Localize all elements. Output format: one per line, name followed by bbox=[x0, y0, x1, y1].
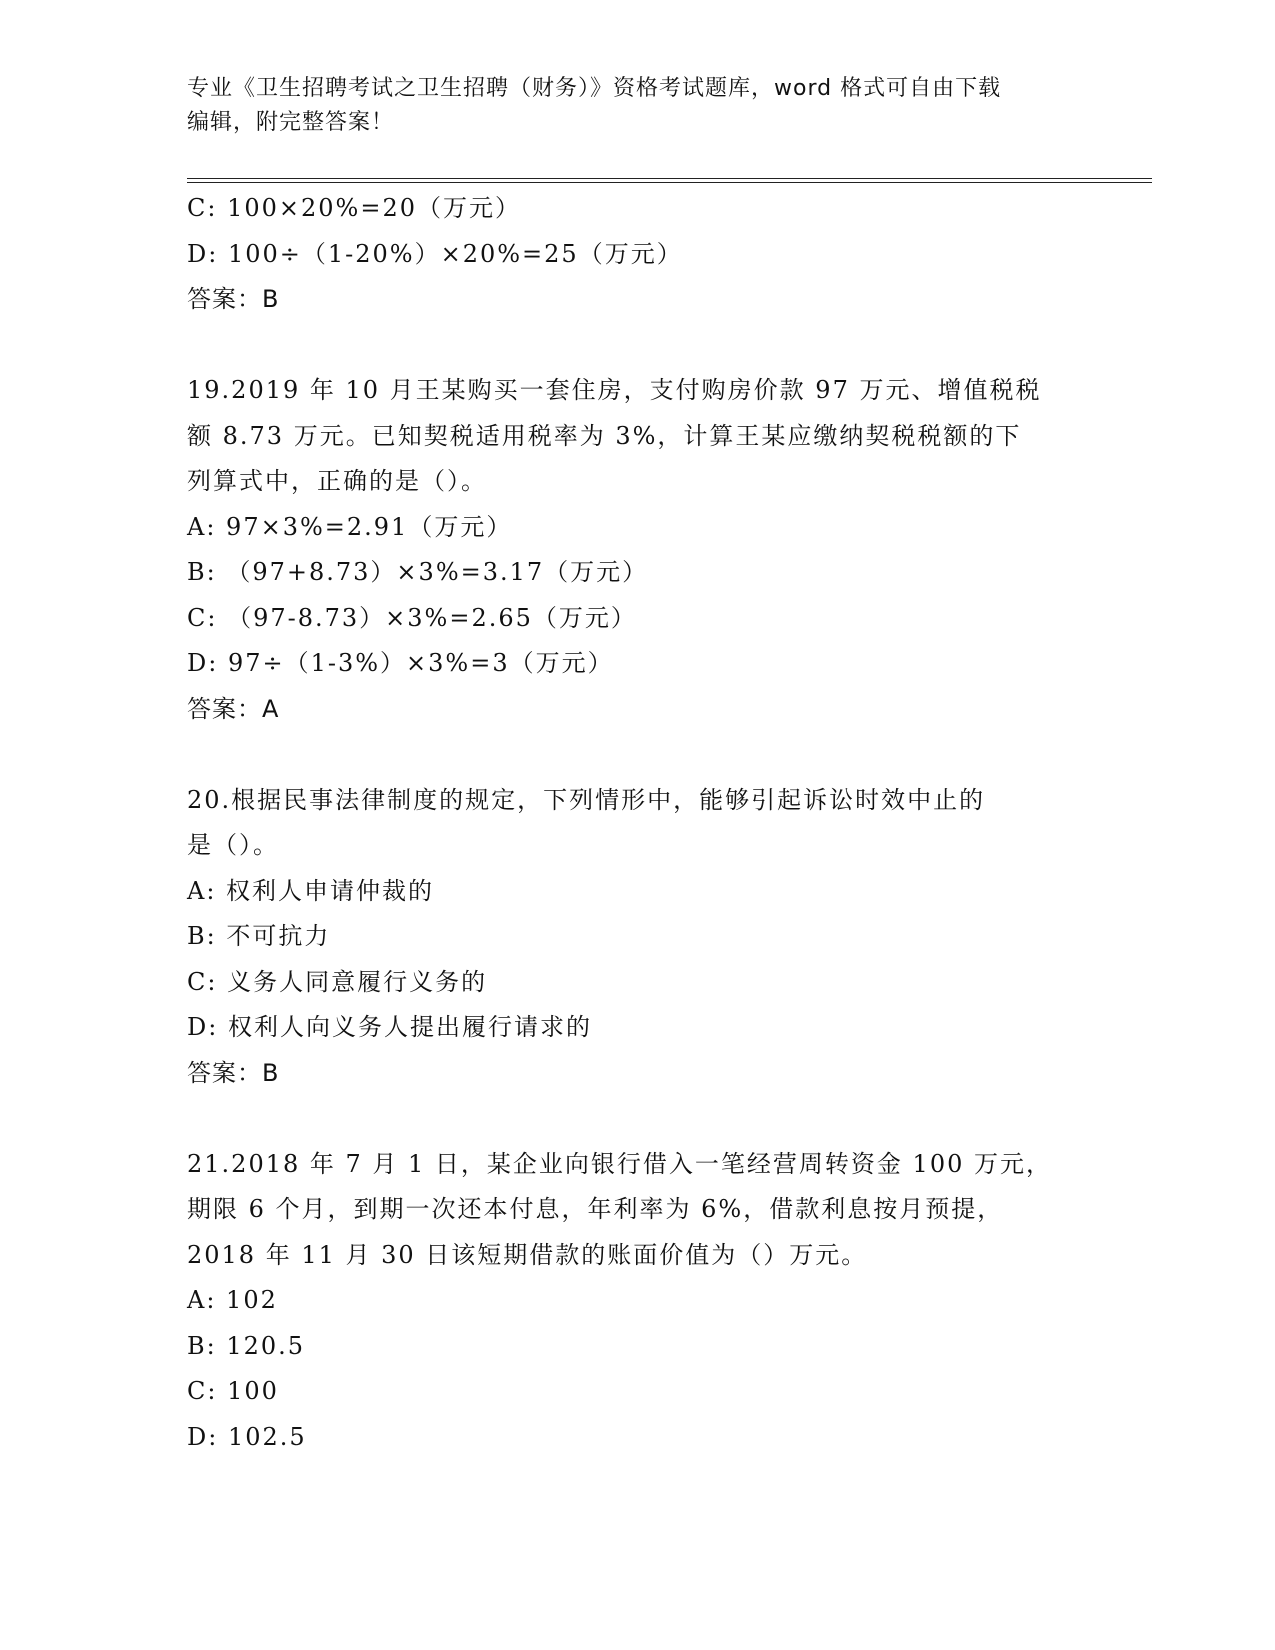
option-c: C: 义务人同意履行义务的 bbox=[187, 967, 488, 996]
spacer bbox=[187, 1096, 1087, 1142]
option-b: B: （97+8.73）×3%=3.17（万元） bbox=[187, 558, 649, 586]
option-d: D: 97÷（1-3%）×3%=3（万元） bbox=[187, 649, 614, 677]
question-stem-line: 19.2019 年 10 月王某购买一套住房，支付购房价款 97 万元、增值税税 bbox=[187, 376, 1042, 404]
answer-line: 答案：A bbox=[187, 694, 280, 723]
option-a: A: 权利人申请仲裁的 bbox=[187, 876, 435, 905]
header-line-2: 编辑，附完整答案！ bbox=[187, 110, 395, 135]
previous-question bbox=[187, 186, 1087, 323]
question-list bbox=[187, 186, 1087, 1460]
option-b: B: 120.5 bbox=[187, 1331, 306, 1360]
question-stem-line: 2018 年 11 月 30 日该短期借款的账面价值为（）万元。 bbox=[187, 1240, 868, 1269]
question-21 bbox=[187, 1142, 1087, 1461]
option-d: D: 权利人向义务人提出履行请求的 bbox=[187, 1013, 592, 1041]
question-stem-line: 20.根据民事法律制度的规定，下列情形中，能够引起诉讼时效中止的 bbox=[187, 785, 986, 814]
question-stem-line: 额 8.73 万元。已知契税适用税率为 3%，计算王某应缴纳契税税额的下 bbox=[187, 421, 1022, 450]
option-a: A: 102 bbox=[187, 1286, 278, 1314]
page-header bbox=[187, 72, 1087, 140]
answer-line: 答案：B bbox=[187, 285, 280, 313]
answer-line: 答案：B bbox=[187, 1058, 280, 1087]
question-stem-line: 是（）。 bbox=[187, 831, 279, 859]
question-stem-line: 列算式中，正确的是（）。 bbox=[187, 467, 487, 495]
option-c: C: 100 bbox=[187, 1377, 279, 1405]
question-stem-line: 期限 6 个月，到期一次还本付息，年利率为 6%，借款利息按月预提， bbox=[187, 1195, 1004, 1223]
option-d: D: 100÷（1-20%）×20%=25（万元） bbox=[187, 239, 683, 268]
header-divider bbox=[187, 178, 1152, 183]
question-19 bbox=[187, 368, 1087, 732]
option-c: C: （97-8.73）×3%=2.65（万元） bbox=[187, 603, 637, 632]
spacer bbox=[187, 323, 1087, 369]
option-c: C: 100×20%=20（万元） bbox=[187, 194, 521, 222]
option-b: B: 不可抗力 bbox=[187, 922, 331, 950]
header-line-1: 专业《卫生招聘考试之卫生招聘（财务）》资格考试题库，word 格式可自由下载 bbox=[187, 76, 1002, 101]
question-20 bbox=[187, 778, 1087, 1097]
question-stem-line: 21.2018 年 7 月 1 日，某企业向银行借入一笔经营周转资金 100 万元， bbox=[187, 1149, 1052, 1178]
option-d: D: 102.5 bbox=[187, 1422, 307, 1451]
spacer bbox=[187, 732, 1087, 778]
option-a: A: 97×3%=2.91（万元） bbox=[187, 512, 513, 541]
